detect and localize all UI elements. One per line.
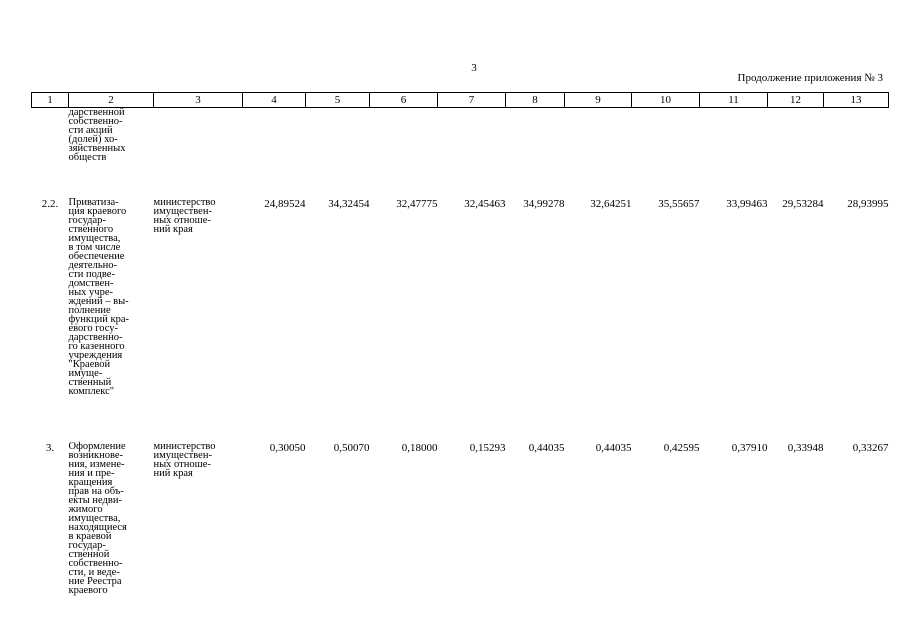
responsible-text: министерство имуществен- ных отноше- ний края xyxy=(153,441,216,479)
column-header: 1 xyxy=(32,93,69,108)
value-cell: 0,42595 xyxy=(663,442,700,454)
column-header: 3 xyxy=(154,93,243,108)
value-cell xyxy=(700,108,768,199)
column-header: 13 xyxy=(824,93,889,108)
value-cell xyxy=(632,108,700,199)
row-number: 2.2. xyxy=(41,198,59,210)
column-header: 9 xyxy=(565,93,632,108)
responsible xyxy=(154,198,243,442)
value-cell: 0,50070 xyxy=(333,442,370,454)
row-number: 3. xyxy=(45,442,55,454)
value-cell: 32,47775 xyxy=(396,198,438,210)
value-cell: 0,18000 xyxy=(401,442,438,454)
value-cell: 0,30050 xyxy=(269,442,306,454)
table-row xyxy=(32,442,889,595)
program-table xyxy=(31,92,889,595)
value-cell xyxy=(243,108,306,199)
column-header: 12 xyxy=(768,93,824,108)
column-header: 6 xyxy=(370,93,438,108)
value-cell: 0,33948 xyxy=(787,442,824,454)
column-header: 8 xyxy=(506,93,565,108)
table-row xyxy=(32,198,889,442)
measure-name xyxy=(69,108,154,199)
column-header: 2 xyxy=(69,93,154,108)
row-number xyxy=(32,108,69,199)
value-cell: 32,45463 xyxy=(464,198,506,210)
value-cell xyxy=(438,108,506,199)
measure-name-text: Приватиза- ция краевого государ- ственного имущества, в том числе обеспечение деятельно- сти подве- домствен- ных учре- ждений – вы- полнение функций кра- евого госу- дарственно- го казенного учреждения "Краевой имуще- ственный комплекс" xyxy=(68,197,130,397)
measure-name-text: дарственной собственно- сти акций (долей) хо- зяйственных обществ xyxy=(68,107,126,163)
appendix-continuation-label: Продолжение приложения № 3 xyxy=(737,72,883,84)
column-header: 10 xyxy=(632,93,700,108)
value-cell: 33,99463 xyxy=(726,198,768,210)
value-cell: 0,44035 xyxy=(595,442,632,454)
value-cell: 0,44035 xyxy=(528,442,565,454)
value-cell xyxy=(565,108,632,199)
column-header: 5 xyxy=(306,93,370,108)
measure-name xyxy=(69,442,154,595)
responsible xyxy=(154,442,243,595)
header-row xyxy=(32,93,889,108)
responsible xyxy=(154,108,243,199)
value-cell: 29,53284 xyxy=(782,198,824,210)
value-cell: 0,37910 xyxy=(731,442,768,454)
value-cell xyxy=(824,108,889,199)
value-cell: 34,32454 xyxy=(328,198,370,210)
responsible-text: министерство имуществен- ных отноше- ний края xyxy=(153,197,216,235)
value-cell: 28,93995 xyxy=(847,198,889,210)
value-cell: 32,64251 xyxy=(590,198,632,210)
value-cell: 24,89524 xyxy=(264,198,306,210)
column-header: 11 xyxy=(700,93,768,108)
value-cell xyxy=(370,108,438,199)
column-header: 7 xyxy=(438,93,506,108)
value-cell xyxy=(768,108,824,199)
measure-name-text: Оформление возникнове- ния, измене- ния и пре- кращения прав на объ- екты недви- жимого имущества, находящиеся в краевой государ- ственной собственно- сти, и веде- ние Реестра краевого xyxy=(68,441,127,596)
page-number: 3 xyxy=(471,62,477,74)
value-cell: 0,33267 xyxy=(852,442,889,454)
value-cell xyxy=(506,108,565,199)
table-row xyxy=(32,108,889,199)
value-cell xyxy=(306,108,370,199)
value-cell: 0,15293 xyxy=(469,442,506,454)
measure-name xyxy=(69,198,154,442)
column-header: 4 xyxy=(243,93,306,108)
value-cell: 35,55657 xyxy=(658,198,700,210)
value-cell: 34,99278 xyxy=(523,198,565,210)
